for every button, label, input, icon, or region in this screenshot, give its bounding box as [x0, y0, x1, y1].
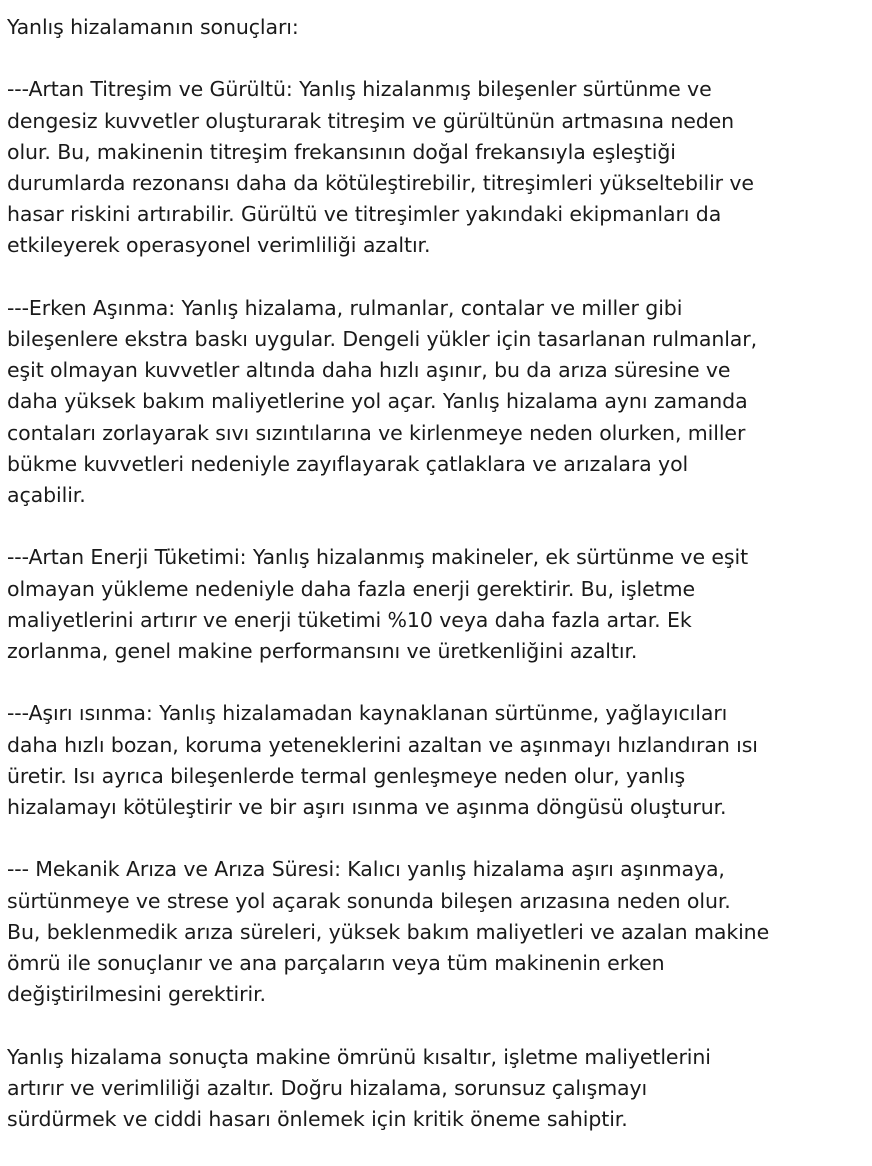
- paragraph-line: eşit olmayan kuvvetler altında daha hızlı aşınır, bu da arıza süresine ve: [7, 358, 731, 383]
- paragraph-line: sürtünmeye ve strese yol açarak sonunda bileşen arızasına neden olur.: [7, 888, 731, 913]
- paragraph-line: --- Mekanik Arıza ve Arıza Süresi: Kalıcı yanlış hizalama aşırı aşınmaya,: [7, 857, 725, 882]
- paragraph-line: ömrü ile sonuçlanır ve ana parçaların veya tüm makinenin erken: [7, 951, 665, 976]
- paragraph: [7, 698, 865, 823]
- paragraph-line: artırır ve verimliliği azaltır. Doğru hizalama, sorunsuz çalışmayı: [7, 1075, 648, 1100]
- paragraph-line: daha hızlı bozan, koruma yeteneklerini azaltan ve aşınmayı hızlandıran ısı: [7, 732, 758, 757]
- paragraph-line: sürdürmek ve ciddi hasarı önlemek için kritik öneme sahiptir.: [7, 1107, 628, 1132]
- heading-line: Yanlış hizalamanın sonuçları:: [7, 15, 299, 39]
- paragraph-line: olur. Bu, makinenin titreşim frekansının doğal frekansıyla eşleştiği: [7, 139, 676, 164]
- document-heading: [7, 12, 865, 43]
- paragraph: [7, 1042, 865, 1136]
- paragraph-line: üretir. Isı ayrıca bileşenlerde termal genleşmeye neden olur, yanlış: [7, 763, 686, 788]
- paragraph: [7, 74, 865, 261]
- paragraph: [7, 854, 865, 1010]
- paragraph-line: Bu, beklenmedik arıza süreleri, yüksek bakım maliyetleri ve azalan makine: [7, 919, 770, 944]
- paragraph-line: etkileyerek operasyonel verimliliği azaltır.: [7, 233, 431, 258]
- paragraph-line: daha yüksek bakım maliyetlerine yol açar. Yanlış hizalama aynı zamanda: [7, 389, 748, 414]
- paragraph-line: Yanlış hizalama sonuçta makine ömrünü kısaltır, işletme maliyetlerini: [7, 1044, 711, 1069]
- paragraph-line: ---Artan Enerji Tüketimi: Yanlış hizalanmış makineler, ek sürtünme ve eşit: [7, 545, 749, 570]
- paragraph-line: ---Artan Titreşim ve Gürültü: Yanlış hizalanmış bileşenler sürtünme ve: [7, 77, 712, 102]
- paragraph-line: hizalamayı kötüleştirir ve bir aşırı ısınma ve aşınma döngüsü oluşturur.: [7, 795, 727, 820]
- paragraph-line: hasar riskini artırabilir. Gürültü ve titreşimler yakındaki ekipmanları da: [7, 202, 722, 227]
- paragraph-line: durumlarda rezonansı daha da kötüleştirebilir, titreşimleri yükseltebilir ve: [7, 171, 754, 195]
- paragraph-line: contaları zorlayarak sıvı sızıntılarına ve kirlenmeye neden olurken, miller: [7, 420, 746, 445]
- paragraph-line: maliyetlerini artırır ve enerji tüketimi %10 veya daha fazla artar. Ek: [7, 607, 692, 632]
- paragraph: [7, 293, 865, 511]
- paragraph-line: bileşenlere ekstra baskı uygular. Dengeli yükler için tasarlanan rulmanlar,: [7, 327, 758, 351]
- paragraph-line: olmayan yükleme nedeniyle daha fazla enerji gerektirir. Bu, işletme: [7, 576, 695, 601]
- paragraph-line: ---Erken Aşınma: Yanlış hizalama, rulmanlar, contalar ve miller gibi: [7, 295, 683, 320]
- paragraph-line: dengesiz kuvvetler oluşturarak titreşim ve gürültünün artmasına neden: [7, 108, 735, 133]
- paragraph-line: zorlanma, genel makine performansını ve üretkenliğini azaltır.: [7, 639, 638, 664]
- paragraph: [7, 542, 865, 667]
- paragraph-line: bükme kuvvetleri nedeniyle zayıflayarak çatlaklara ve arızalara yol: [7, 451, 689, 476]
- paragraph-line: değiştirilmesini gerektirir.: [7, 982, 266, 1007]
- paragraph-list: [7, 74, 865, 1135]
- document-body: [7, 12, 865, 1166]
- paragraph-line: ---Aşırı ısınma: Yanlış hizalamadan kaynaklanan sürtünme, yağlayıcıları: [7, 701, 728, 726]
- paragraph-line: açabilir.: [7, 483, 86, 508]
